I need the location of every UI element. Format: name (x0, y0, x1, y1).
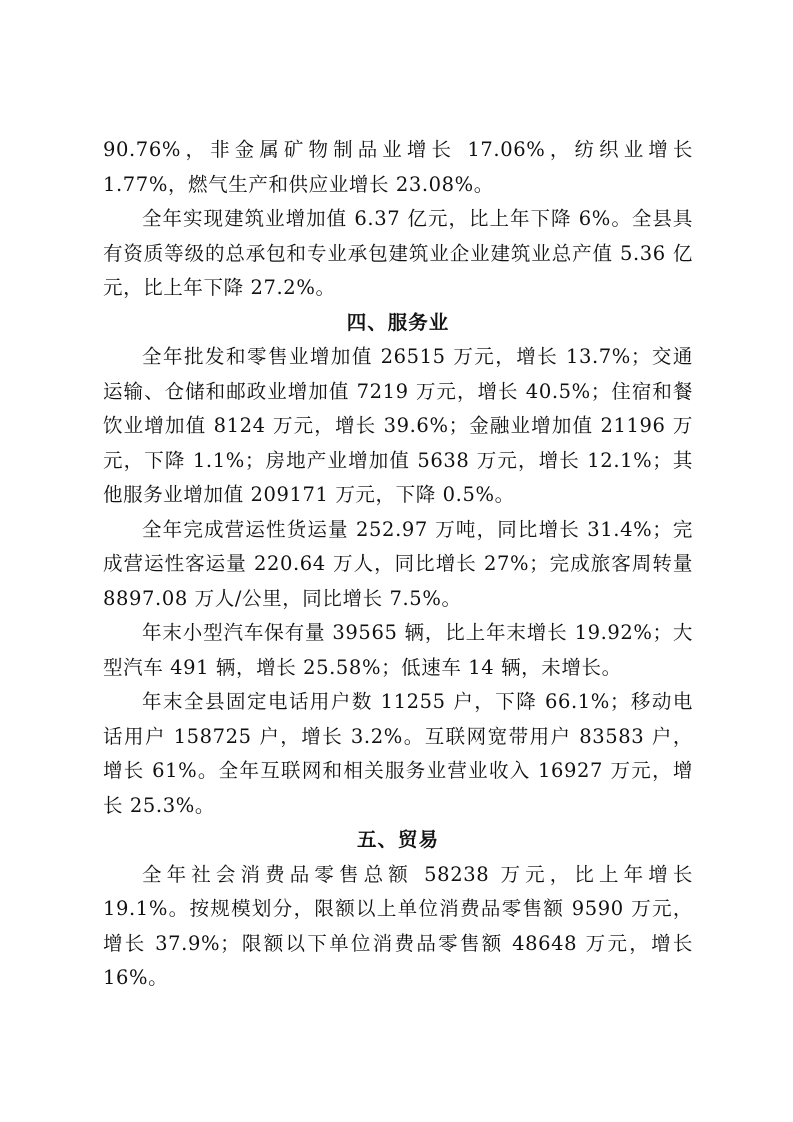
section-heading-trade: 五、贸易 (356, 828, 439, 851)
document-body (103, 133, 693, 996)
paragraph-industry-continuation: 90.76%，非金属矿物制品业增长 17.06%，纺织业增长 1.77%，燃气生产和供应业增长 23.08%。 (103, 138, 693, 196)
paragraph-vehicles: 年末小型汽车保有量 39565 辆，比上年末增长 19.92%；大型汽车 491 辆，增长 25.58%；低速车 14 辆，未增长。 (103, 621, 693, 679)
paragraph-retail: 全年社会消费品零售总额 58238 万元，比上年增长 19.1%。按规模划分，限额以上单位消费品零售额 9590 万元，增长 37.9%；限额以下单位消费品零售额 48648 万元，增长 16%。 (103, 862, 693, 989)
paragraph-transport-volume: 全年完成营运性货运量 252.97 万吨，同比增长 31.4%；完成营运性客运量 220.64 万人，同比增长 27%；完成旅客周转量 8897.08 万人/公里，同比增长 7.5%。 (103, 517, 693, 610)
paragraph-telecom: 年末全县固定电话用户数 11255 户，下降 66.1%；移动电话用户 158725 户，增长 3.2%。互联网宽带用户 83583 户，增长 61%。全年互联网和相关服务业营业收入 16927 万元，增长 25.3%。 (103, 690, 693, 817)
section-heading-services: 四、服务业 (346, 310, 450, 334)
paragraph-services-value-added: 全年批发和零售业增加值 26515 万元，增长 13.7%；交通运输、仓储和邮政业增加值 7219 万元，增长 40.5%；住宿和餐饮业增加值 8124 万元，增长 39.6%；金融业增加值 21196 万元，下降 1.1%；房地产业增加值 5638 万元，增长 12.1%；其他服务业增加值 209171 万元，下降 0.5%。 (103, 345, 693, 506)
paragraph-construction: 全年实现建筑业增加值 6.37 亿元，比上年下降 6%。全县具有资质等级的总承包和专业承包建筑业企业建筑业总产值 5.36 亿元，比上年下降 27.2%。 (103, 207, 693, 299)
